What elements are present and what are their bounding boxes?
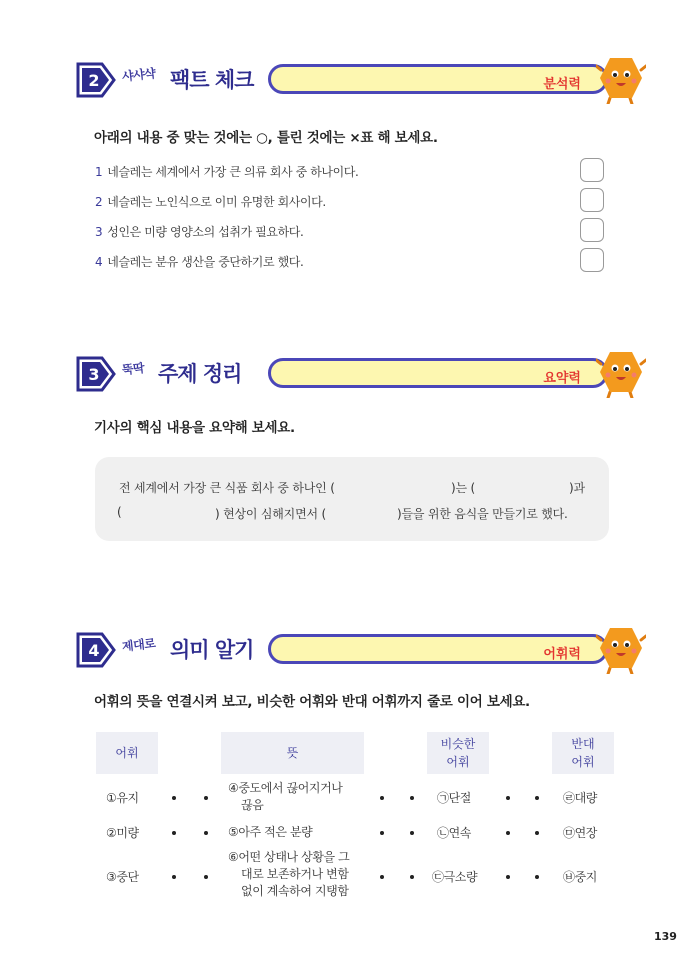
section-subtitle: 뚝딱 [121, 360, 145, 378]
section-title: 팩트 체크 [170, 68, 254, 92]
section-title: 주제 정리 [158, 362, 242, 386]
connect-dot[interactable] [410, 796, 414, 800]
header-bar [268, 358, 608, 388]
section-number: 4 [88, 641, 100, 660]
meaning-item: ⑥어떤 상태나 상황을 그 대로 보존하거나 변함 없이 계속하여 지탱함 [228, 850, 350, 898]
answer-checkbox[interactable] [580, 218, 604, 242]
skill-tag: 분석력 [543, 77, 581, 92]
connect-dot[interactable] [410, 875, 414, 879]
summary-line-1: 전 세계에서 가장 큰 식품 회사 중 하나인 ( )는 ( )과 [119, 481, 585, 495]
meaning-item: ⑤아주 적은 분량 [228, 825, 313, 839]
mascot-icon [596, 348, 646, 398]
section-2-header [76, 60, 646, 100]
connect-dot[interactable] [410, 831, 414, 835]
connect-dot[interactable] [172, 875, 176, 879]
section-3-instruction: 기사의 핵심 내용을 요약해 보세요. [94, 420, 295, 436]
meaning-item: ④중도에서 끊어지거나 끊음 [228, 781, 343, 812]
summary-box [95, 457, 609, 541]
section-number-badge [76, 62, 116, 98]
page-number: 139 [654, 930, 677, 943]
answer-checkbox[interactable] [580, 188, 604, 212]
connect-dot[interactable] [535, 875, 539, 879]
opposite-item: ㉣대량 [563, 791, 597, 805]
section-number-badge [76, 356, 116, 392]
connect-dot[interactable] [204, 831, 208, 835]
section-2-instruction: 아래의 내용 중 맞는 것에는 ○, 틀린 것에는 ×표 해 보세요. [94, 130, 438, 146]
section-subtitle: 샤샤샥 [121, 66, 156, 84]
skill-tag: 요약력 [543, 371, 581, 386]
section-number: 2 [88, 71, 100, 90]
header-meaning: 뜻 [221, 732, 364, 774]
opposite-item: ㉤연장 [563, 826, 597, 840]
section-title: 의미 알기 [170, 638, 254, 662]
connect-dot[interactable] [535, 796, 539, 800]
connect-dot[interactable] [535, 831, 539, 835]
similar-item: ㉠단절 [437, 791, 471, 805]
answer-checkbox[interactable] [580, 248, 604, 272]
header-bar [268, 634, 608, 664]
connect-dot[interactable] [172, 796, 176, 800]
fact-item: 4 네슬레는 분유 생산을 중단하기로 했다. [95, 255, 304, 269]
section-subtitle: 제대로 [121, 636, 156, 654]
fact-item: 3 성인은 미량 영양소의 섭취가 필요하다. [95, 225, 304, 239]
connect-dot[interactable] [204, 796, 208, 800]
similar-item: ㉡연속 [437, 826, 471, 840]
skill-tag: 어휘력 [543, 647, 581, 662]
section-number: 3 [88, 365, 100, 384]
connect-dot[interactable] [172, 831, 176, 835]
word-item: ①유지 [106, 791, 139, 805]
section-number-badge [76, 632, 116, 668]
similar-item: ㉢극소량 [432, 870, 478, 884]
summary-line-2: ( ) 현상이 심해지면서 ( )들을 위한 음식을 만들기로 했다. [117, 505, 568, 521]
connect-dot[interactable] [506, 875, 510, 879]
header-word: 어휘 [96, 732, 158, 774]
connect-dot[interactable] [506, 831, 510, 835]
section-3-header [76, 354, 646, 394]
header-similar: 비슷한 어휘 [427, 732, 489, 774]
header-bar [268, 64, 608, 94]
connect-dot[interactable] [380, 831, 384, 835]
connect-dot[interactable] [380, 875, 384, 879]
mascot-icon [596, 54, 646, 104]
connect-dot[interactable] [506, 796, 510, 800]
connect-dot[interactable] [204, 875, 208, 879]
word-item: ②미량 [106, 826, 139, 840]
fact-item: 2 네슬레는 노인식으로 이미 유명한 회사이다. [95, 195, 326, 209]
opposite-item: ㉥중지 [563, 870, 597, 884]
header-opposite: 반대 어휘 [552, 732, 614, 774]
fact-item: 1 네슬레는 세계에서 가장 큰 의류 회사 중 하나이다. [95, 165, 359, 179]
word-item: ③중단 [106, 870, 139, 884]
section-4-instruction: 어휘의 뜻을 연결시켜 보고, 비슷한 어휘와 반대 어휘까지 줄로 이어 보세요. [94, 694, 530, 710]
mascot-icon [596, 624, 646, 674]
section-4-header [76, 630, 646, 670]
answer-checkbox[interactable] [580, 158, 604, 182]
connect-dot[interactable] [380, 796, 384, 800]
